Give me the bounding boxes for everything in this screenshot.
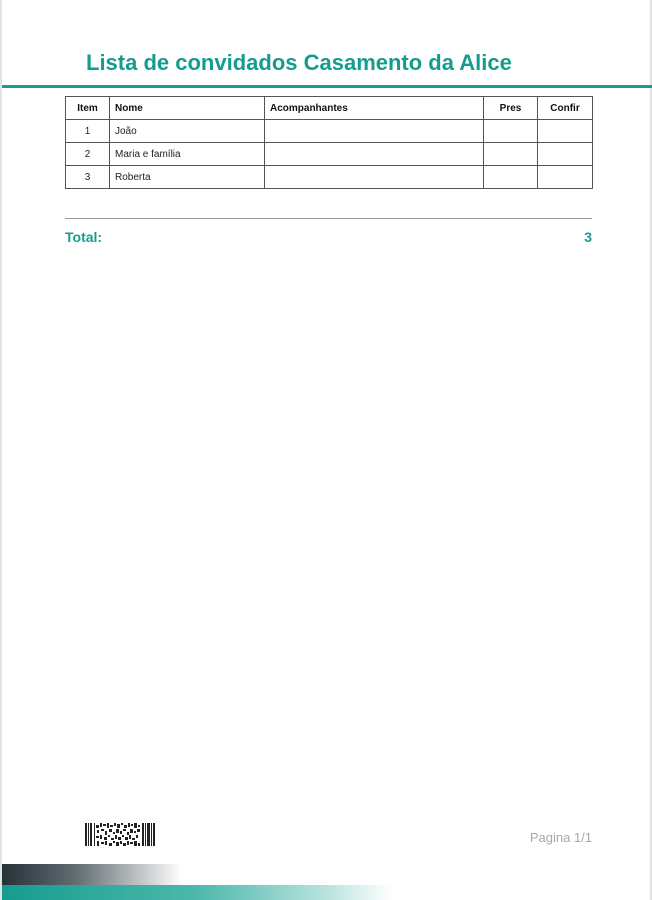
page-title: Lista de convidados Casamento da Alice	[86, 50, 512, 75]
cell-acompanhantes	[265, 166, 484, 189]
cell-pres	[484, 166, 538, 189]
cell-item: 2	[66, 143, 110, 166]
cell-confir	[538, 120, 593, 143]
cell-item: 3	[66, 166, 110, 189]
footer-teal-band	[2, 885, 652, 900]
total-label: Total:	[65, 229, 103, 245]
cell-item: 1	[66, 120, 110, 143]
column-header-item: Item	[66, 97, 110, 120]
table-row	[66, 120, 593, 143]
cell-pres	[484, 120, 538, 143]
cell-acompanhantes	[265, 120, 484, 143]
column-header-nome: Nome	[110, 97, 265, 120]
column-header-pres: Pres	[484, 97, 538, 120]
total-value: 3	[584, 229, 592, 245]
cell-confir	[538, 166, 593, 189]
guest-table	[65, 96, 593, 189]
cell-acompanhantes	[265, 143, 484, 166]
title-divider	[2, 85, 652, 88]
table-row	[66, 143, 593, 166]
table-header-row	[66, 97, 593, 120]
table-row	[66, 166, 593, 189]
cell-nome: Maria e família	[110, 143, 265, 166]
barcode-icon	[85, 823, 155, 846]
cell-nome: João	[110, 120, 265, 143]
page-number: Pagina 1/1	[529, 830, 592, 845]
total-divider	[65, 218, 592, 219]
column-header-acompanhantes: Acompanhantes	[265, 97, 484, 120]
footer-dark-band	[2, 864, 182, 886]
cell-pres	[484, 143, 538, 166]
column-header-confir: Confir	[538, 97, 593, 120]
cell-confir	[538, 143, 593, 166]
cell-nome: Roberta	[110, 166, 265, 189]
